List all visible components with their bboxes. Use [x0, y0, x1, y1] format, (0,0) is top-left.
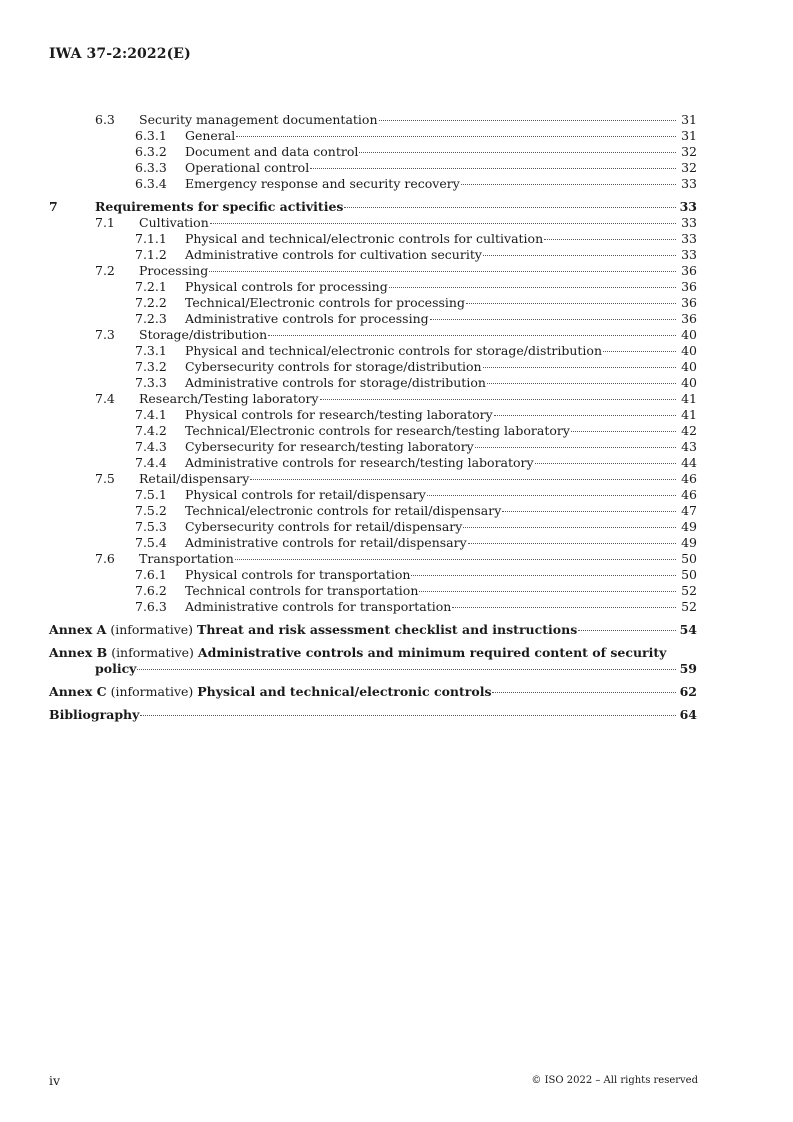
toc-annex-a[interactable]	[0, 622, 793, 638]
copyright-notice: © ISO 2022 – All rights reserved	[531, 1075, 698, 1086]
toc-entry[interactable]	[0, 375, 793, 391]
annex-title-line2: policy	[95, 661, 137, 676]
toc-entry[interactable]	[0, 199, 793, 215]
toc-page: 33	[681, 247, 697, 262]
toc-entry[interactable]	[0, 160, 793, 176]
annex-informative: (informative)	[110, 684, 194, 699]
toc-number: 7.4.3	[135, 439, 167, 454]
toc-page: 42	[681, 423, 697, 438]
toc-page: 36	[681, 263, 697, 278]
toc-page: 36	[681, 311, 697, 326]
toc-title: Technical controls for transportation	[185, 583, 419, 598]
toc-title: Physical controls for research/testing laboratory	[185, 407, 493, 422]
toc-entry[interactable]	[0, 263, 793, 279]
annex-title: Physical and technical/electronic controls	[197, 684, 492, 699]
toc-page: 40	[681, 343, 697, 358]
toc-entry[interactable]	[0, 247, 793, 263]
toc-entry[interactable]	[0, 327, 793, 343]
toc-page: 41	[681, 391, 697, 406]
toc-title: Technical/Electronic controls for research/testing laboratory	[185, 423, 570, 438]
toc-entry[interactable]	[0, 423, 793, 439]
toc-title: Operational control	[185, 160, 310, 175]
toc-page: 50	[681, 567, 697, 582]
toc-number: 7.4.1	[135, 407, 167, 422]
toc-entry[interactable]	[0, 343, 793, 359]
toc-entry[interactable]	[0, 112, 793, 128]
toc-entry[interactable]	[0, 535, 793, 551]
toc-number: 7.5.1	[135, 487, 167, 502]
toc-number: 7.6.1	[135, 567, 167, 582]
toc-bibliography[interactable]	[0, 707, 793, 723]
toc-entry[interactable]	[0, 599, 793, 615]
toc-number: 7.6	[95, 551, 115, 566]
toc-title: Physical and technical/electronic controls for storage/distribution	[185, 343, 603, 358]
annex-label: Annex C	[49, 684, 107, 699]
annex-informative: (informative)	[110, 622, 194, 637]
toc-page: 31	[681, 128, 697, 143]
toc-title: Security management documentation	[139, 112, 378, 127]
toc-page: 47	[681, 503, 697, 518]
toc-title: Physical controls for processing	[185, 279, 388, 294]
toc-entry[interactable]	[0, 311, 793, 327]
toc-entry[interactable]	[0, 391, 793, 407]
toc-title: Physical and technical/electronic controls for cultivation	[185, 231, 544, 246]
toc-page: 52	[681, 583, 697, 598]
toc-entry[interactable]	[0, 519, 793, 535]
toc-number: 7	[49, 199, 58, 214]
toc-page: 62	[679, 684, 697, 699]
toc-page: 52	[681, 599, 697, 614]
toc-number: 7.5.3	[135, 519, 167, 534]
toc-entry[interactable]	[0, 583, 793, 599]
toc-number: 7.3.2	[135, 359, 167, 374]
toc-page: 50	[681, 551, 697, 566]
toc-title: Emergency response and security recovery	[185, 176, 460, 191]
toc-page: 59	[679, 661, 697, 676]
toc-annex-b[interactable]	[0, 645, 793, 677]
toc-page: 43	[681, 439, 697, 454]
toc-entry[interactable]	[0, 567, 793, 583]
annex-informative: (informative)	[111, 645, 194, 660]
toc-entry[interactable]	[0, 359, 793, 375]
toc-title: Technical/Electronic controls for processing	[185, 295, 465, 310]
toc-number: 6.3.2	[135, 144, 167, 159]
toc-entry[interactable]	[0, 176, 793, 192]
toc-number: 6.3.1	[135, 128, 167, 143]
toc-number: 7.3	[95, 327, 115, 342]
toc-title: Transportation	[139, 551, 234, 566]
toc-page: 64	[679, 707, 697, 722]
toc-title: Physical controls for transportation	[185, 567, 411, 582]
toc-title: Cybersecurity controls for storage/distribution	[185, 359, 482, 374]
toc-page: 33	[681, 231, 697, 246]
toc-entry[interactable]	[0, 439, 793, 455]
toc-page: 54	[679, 622, 697, 637]
toc-title: Retail/dispensary	[139, 471, 250, 486]
toc-title: Storage/distribution	[139, 327, 268, 342]
toc-title: Administrative controls for cultivation security	[185, 247, 482, 262]
toc-entry[interactable]	[0, 231, 793, 247]
toc-page: 49	[681, 535, 697, 550]
toc-title: Processing	[139, 263, 209, 278]
toc-number: 7.6.3	[135, 599, 167, 614]
toc-number: 7.2.2	[135, 295, 167, 310]
toc-page: 33	[681, 215, 697, 230]
toc-entry[interactable]	[0, 551, 793, 567]
toc-page: 31	[681, 112, 697, 127]
toc-page: 40	[681, 327, 697, 342]
toc-entry[interactable]	[0, 144, 793, 160]
toc-title: Administrative controls for retail/dispensary	[185, 535, 467, 550]
toc-title: General	[185, 128, 236, 143]
toc-title: Bibliography	[49, 707, 140, 722]
toc-page: 46	[681, 487, 697, 502]
toc-number: 7.4	[95, 391, 115, 406]
toc-number: 7.2.3	[135, 311, 167, 326]
toc-entry[interactable]	[0, 128, 793, 144]
toc-entry[interactable]	[0, 407, 793, 423]
page-number: iv	[49, 1073, 61, 1088]
toc-number: 6.3.4	[135, 176, 167, 191]
toc-title: Technical/electronic controls for retail/dispensary	[185, 503, 502, 518]
toc-page: 49	[681, 519, 697, 534]
toc-page: 33	[681, 176, 697, 191]
toc-entry[interactable]	[0, 295, 793, 311]
toc-title: Administrative controls for processing	[185, 311, 429, 326]
toc-number: 6.3	[95, 112, 115, 127]
toc-title: Administrative controls for storage/distribution	[185, 375, 486, 390]
toc-number: 7.5	[95, 471, 115, 486]
toc-entry[interactable]	[0, 455, 793, 471]
toc-number: 7.2	[95, 263, 115, 278]
toc-number: 7.4.2	[135, 423, 167, 438]
toc-entry[interactable]	[0, 471, 793, 487]
toc-number: 7.3.1	[135, 343, 167, 358]
annex-title-line1: Administrative controls and minimum required content of security	[197, 645, 667, 660]
toc-page: 46	[681, 471, 697, 486]
toc-number: 7.5.2	[135, 503, 167, 518]
toc-page: 40	[681, 375, 697, 390]
toc-number: 7.1	[95, 215, 115, 230]
toc-page: 33	[679, 199, 697, 214]
toc-title: Document and data control	[185, 144, 359, 159]
toc-title: Physical controls for retail/dispensary	[185, 487, 426, 502]
toc-title: Requirements for specific activities	[95, 199, 344, 214]
toc-page: 32	[681, 144, 697, 159]
toc-title: Cultivation	[139, 215, 209, 230]
annex-label: Annex A	[49, 622, 107, 637]
toc-entry[interactable]	[0, 487, 793, 503]
toc-number: 7.5.4	[135, 535, 167, 550]
toc-page: 32	[681, 160, 697, 175]
toc-entry[interactable]	[0, 279, 793, 295]
toc-page: 44	[681, 455, 697, 470]
toc-title: Administrative controls for research/testing laboratory	[185, 455, 534, 470]
toc-page: 36	[681, 279, 697, 294]
document-id: IWA 37-2:2022(E)	[49, 46, 191, 62]
toc-page: 36	[681, 295, 697, 310]
toc-number: 7.3.3	[135, 375, 167, 390]
toc-title: Administrative controls for transportation	[185, 599, 452, 614]
toc-number: 7.2.1	[135, 279, 167, 294]
toc-page: 40	[681, 359, 697, 374]
toc-number: 7.6.2	[135, 583, 167, 598]
toc-title: Cybersecurity for research/testing laboratory	[185, 439, 474, 454]
toc-page: 41	[681, 407, 697, 422]
toc-number: 7.1.1	[135, 231, 167, 246]
toc-title: Cybersecurity controls for retail/dispensary	[185, 519, 463, 534]
annex-title: Threat and risk assessment checklist and instructions	[197, 622, 578, 637]
toc-annex-c[interactable]	[0, 684, 793, 700]
table-of-contents	[0, 112, 793, 723]
toc-number: 6.3.3	[135, 160, 167, 175]
toc-entry[interactable]	[0, 503, 793, 519]
toc-number: 7.4.4	[135, 455, 167, 470]
annex-label: Annex B	[49, 645, 108, 660]
toc-entry[interactable]	[0, 215, 793, 231]
toc-title: Research/Testing laboratory	[139, 391, 319, 406]
toc-number: 7.1.2	[135, 247, 167, 262]
